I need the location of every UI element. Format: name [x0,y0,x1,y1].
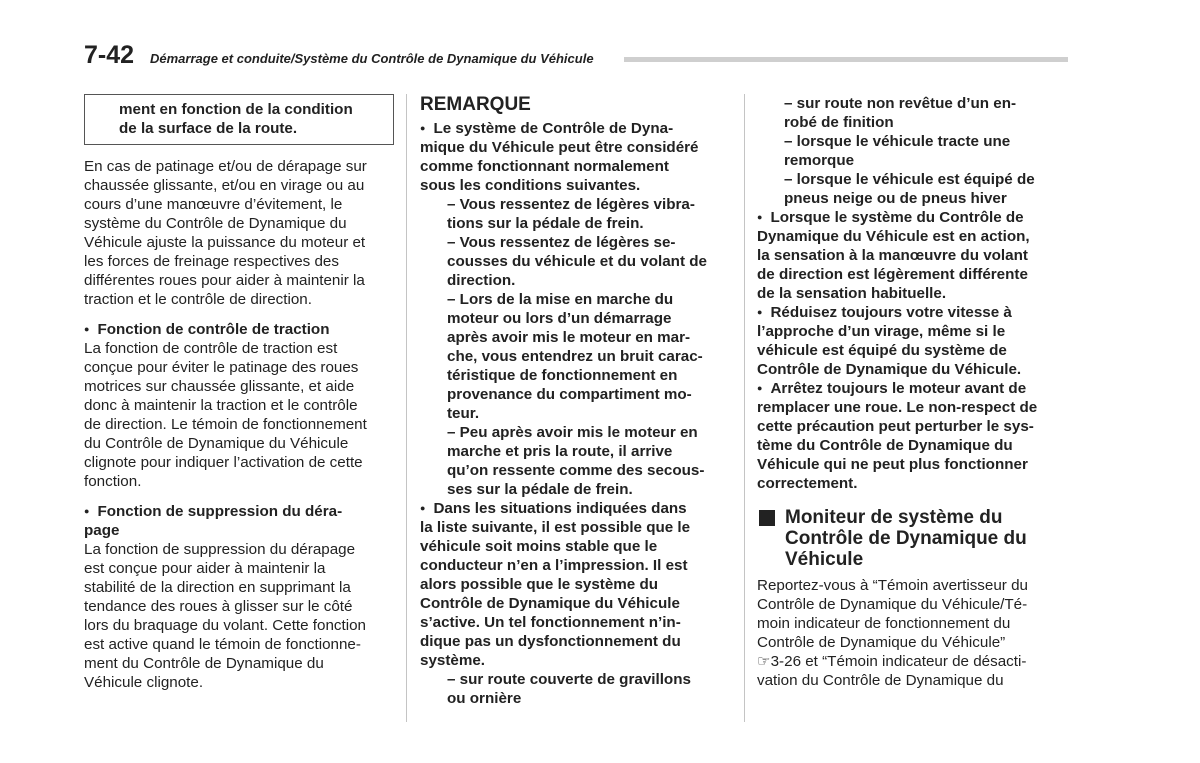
text-line: page [84,522,120,539]
continued-note-box [84,94,394,145]
text-line: Lorsque le système du Contrôle de [770,209,1024,226]
text-line: dique pas un dysfonctionnement du [420,633,681,650]
text-line: motrices sur chaussée glissante, et aide [84,378,355,395]
text-line: tendance des roues à glisser sur le côté [84,598,353,615]
text-line: En cas de patinage et/ou de dérapage sur [84,158,367,175]
text-line: ment du Contrôle de Dynamique du [84,655,324,672]
text-line: marche et pris la route, il arrive [447,443,673,460]
traction-control-paragraph [84,339,394,491]
text-line: direction. [447,272,516,289]
text-line: – Vous ressentez de légères vibra- [447,196,695,213]
remark-dash-item [420,670,731,708]
text-line: moin indicateur de fonctionnement du [757,615,1011,632]
text-line: fonction. [84,473,142,490]
text-line: alors possible que le système du [420,576,659,593]
section-square-icon [759,510,775,526]
text-line: comme fonctionnant normalement [420,158,669,175]
remark-bullet-less-stable [420,499,731,670]
text-line: cette précaution peut perturber le sys- [757,418,1034,435]
text-line: Dans les situations indiquées dans [433,500,687,517]
text-line: la liste suivante, il est possible que le [420,519,691,536]
column-divider [744,94,745,722]
text-line: – Peu après avoir mis le moteur en [447,424,698,441]
remark-bullet-stop-engine [757,379,1068,493]
remark-bullet-normal-operation [420,119,731,195]
text-line: – lorsque le véhicule tracte une [784,133,1011,150]
column-right [757,94,1068,690]
text-line: de direction. Le témoin de fonctionnement [84,416,367,433]
text-line: mique du Véhicule peut être considéré [420,139,699,156]
text-line: Arrêtez toujours le moteur avant de [770,380,1027,397]
text-line: sous les conditions suivantes. [420,177,641,194]
remark-bullet-reduce-speed [757,303,1068,379]
header-rule [624,57,1068,62]
text-line: remplacer une roue. Le non-respect de [757,399,1038,416]
section-title [757,507,1068,570]
skid-suppression-heading [84,502,394,540]
text-line: donc à maintenir la traction et le contrôle [84,397,358,414]
text-line: correctement. [757,475,858,492]
text-line: système. [420,652,486,669]
intro-paragraph [84,157,394,309]
text-line: La fonction de suppression du dérapage [84,541,356,558]
text-line: est conçue pour aider à maintenir la [84,560,326,577]
page-number: 7-42 [84,41,135,69]
text-line: – sur route couverte de gravillons [447,671,691,688]
text-line: provenance du compartiment mo- [447,386,692,403]
remark-dash-item [420,233,731,290]
text-line: Contrôle de Dynamique du Véhicule/Té- [757,596,1028,613]
text-line: clignote pour indiquer l’activation de cette [84,454,363,471]
text-line: Fonction de contrôle de traction [97,321,330,338]
traction-control-heading [84,320,394,339]
text-line: cours d’une manœuvre d’évitement, le [84,196,343,213]
text-line: du Contrôle de Dynamique du Véhicule [84,435,349,452]
text-line: Réduisez toujours votre vitesse à [770,304,1012,321]
text-line: Contrôle de Dynamique du Véhicule [420,595,680,612]
text-line: de la surface de la route. [119,120,298,137]
column-left [84,94,394,692]
text-line: robé de finition [784,114,894,131]
text-line: de la sensation habituelle. [757,285,947,302]
text-line: – Vous ressentez de légères se- [447,234,676,251]
text-line: La fonction de contrôle de traction est [84,340,338,357]
text-line: pneus neige ou de pneus hiver [784,190,1007,207]
text-line: conçue pour éviter le patinage des roues [84,359,359,376]
text-line: teur. [447,405,480,422]
text-line: différentes roues pour aider à maintenir la [84,272,365,289]
text-line: chaussée glissante, et/ou en virage ou au [84,177,365,194]
text-line: Véhicule qui ne peut plus fonctionner [757,456,1028,473]
text-line: véhicule est équipé du système de [757,342,1007,359]
text-line: cousses du véhicule et du volant de [447,253,707,270]
section-title-text [785,507,1027,570]
text-line: les forces de freinage respectives des [84,253,339,270]
text-line: conducteur n’en a l’impression. Il est [420,557,688,574]
text-line: moteur ou lors d’un démarrage [447,310,672,327]
text-line: Le système de Contrôle de Dyna- [433,120,674,137]
text-line: Moniteur de système du [785,507,1003,528]
remark-dash-item [420,423,731,499]
text-line: che, vous entendrez un bruit carac- [447,348,703,365]
text-line: s’active. Un tel fonctionnement n’in- [420,614,681,631]
text-line: de direction est légèrement différente [757,266,1028,283]
text-line: ment en fonction de la condition [119,101,353,118]
text-line: Contrôle de Dynamique du Véhicule” [757,634,1006,651]
column-divider [406,94,407,722]
header-title: Démarrage et conduite/Système du Contrôle de Dynamique du Véhicule [150,51,594,66]
section-paragraph [757,576,1068,690]
text-line: après avoir mis le moteur en mar- [447,329,691,346]
text-line: tème du Contrôle de Dynamique du [757,437,1013,454]
text-line: Contrôle de Dynamique du Véhicule. [757,361,1022,378]
text-line: vation du Contrôle de Dynamique du [757,672,1004,689]
text-line: Véhicule [785,549,864,570]
text-line: système du Contrôle de Dynamique du [84,215,347,232]
remark-bullet-steering-feel [757,208,1068,303]
column-middle [420,94,731,708]
text-line: remorque [784,152,855,169]
text-line: Fonction de suppression du déra- [97,503,343,520]
text-line: téristique de fonctionnement en [447,367,678,384]
text-line: ses sur la pédale de frein. [447,481,633,498]
remark-dash-item [757,132,1068,170]
text-line: véhicule soit moins stable que le [420,538,658,555]
text-line: Contrôle de Dynamique du [785,528,1027,549]
remark-dash-item [757,170,1068,208]
remark-dash-item [420,290,731,423]
text-line: – sur route non revêtue d’un en- [784,95,1017,112]
text-line: est active quand le témoin de fonctionne- [84,636,361,653]
text-line: lors du braquage du volant. Cette fonction [84,617,366,634]
text-line: Véhicule ajuste la puissance du moteur et [84,234,366,251]
remark-title: REMARQUE [420,94,531,115]
text-line: – lorsque le véhicule est équipé de [784,171,1035,188]
text-line: ou ornière [447,690,522,707]
text-line: qu’on ressente comme des secous- [447,462,705,479]
skid-suppression-paragraph [84,540,394,692]
text-line: Dynamique du Véhicule est en action, [757,228,1030,245]
text-line: la sensation à la manœuvre du volant [757,247,1028,264]
remark-dash-item [757,94,1068,132]
remark-dash-item [420,195,731,233]
text-line: traction et le contrôle de direction. [84,291,312,308]
text-line: stabilité de la direction en supprimant la [84,579,351,596]
text-line: tions sur la pédale de frein. [447,215,644,232]
text-line: ☞3-26 et “Témoin indicateur de désacti- [757,653,1027,670]
page-header [84,40,1068,70]
text-line: Véhicule clignote. [84,674,204,691]
text-line: – Lors de la mise en marche du [447,291,674,308]
text-line: l’approche d’un virage, même si le [757,323,1006,340]
text-line: Reportez-vous à “Témoin avertisseur du [757,577,1028,594]
